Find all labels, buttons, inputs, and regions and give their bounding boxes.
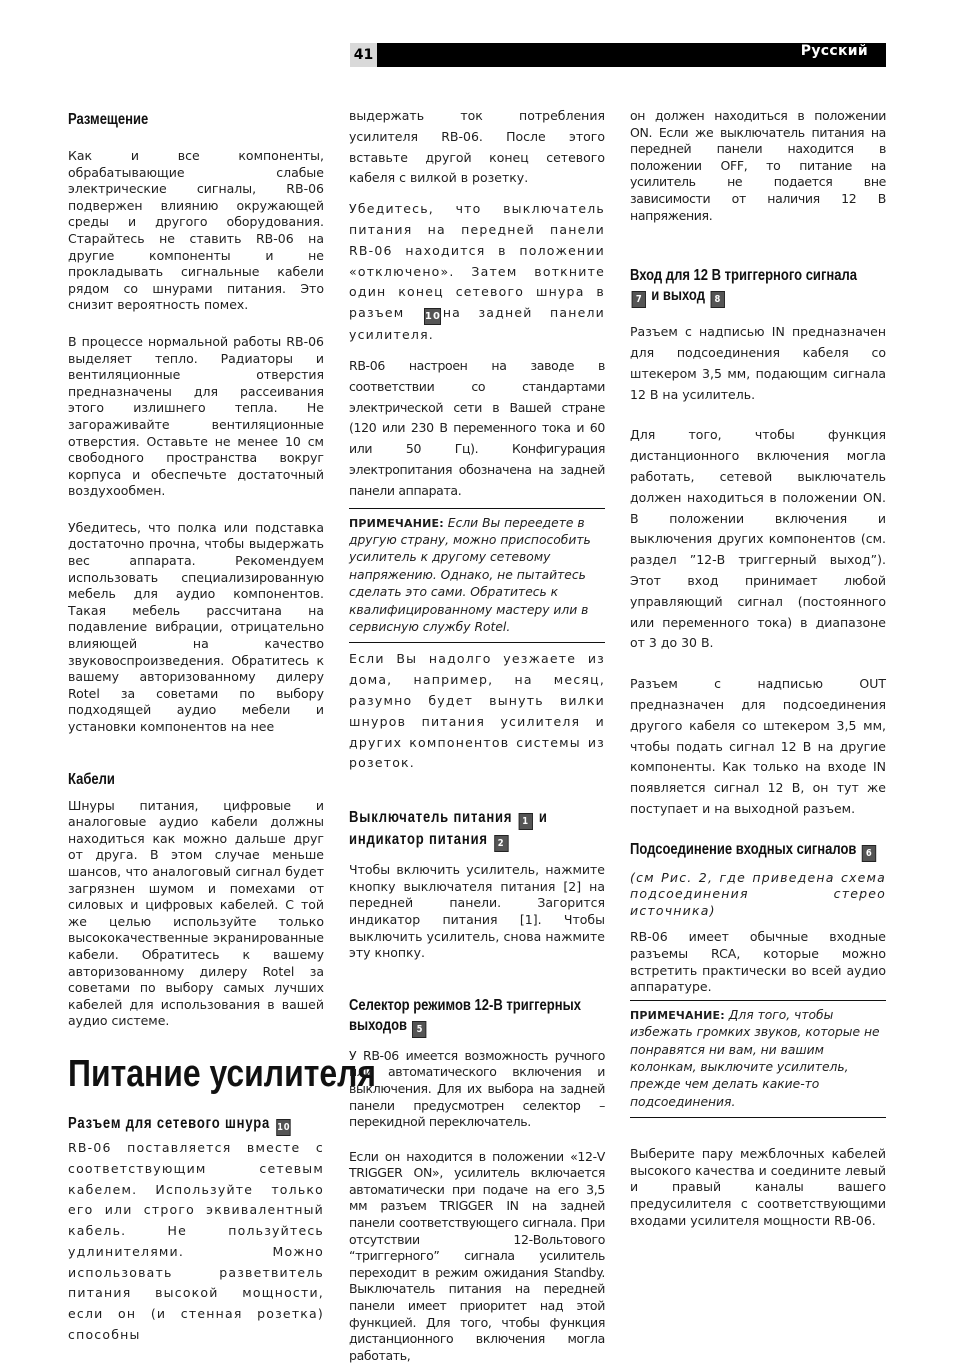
paragraph: В процессе нормальной работы RB-06 выделяет тепло. Радиаторы и вентиляционные отверстия предназначены для рассеивания этого излишнего тепла. Не загораживайте вентиляционные отверстия. Оставьте не менее 10 см свободного пространства вокруг корпуса и обеспечьте достаточный воздухообмен. [68,333,324,499]
heading-placement: Размещение [68,111,149,128]
paragraph: Если Вы надолго уезжаете из дома, например, на месяц, разумно будет вынуть вилки шнуров питания усилителя и других компонентов системы из розеток. [349,651,605,771]
column-left [68,100,377,1346]
reference-number-icon: 5 [412,1021,426,1038]
reference-number-icon: 2 [494,835,508,852]
heading-trigger-output: 7 и выход 8 [630,286,845,308]
note-box [630,1000,886,1118]
reference-number-icon: 8 [710,291,724,308]
paragraph: RB-06 имеет обычные входные разъемы RCA, которые можно встретить практически во всей аудио аппаратуре. [630,929,886,995]
paragraph: выдержать ток потребления усилителя RB-06. После этого вставьте другой конец сетевого кабеля с вилкой в розетку. [349,108,605,186]
paragraph: У RB-06 имеется возможность ручного или автоматического включения и выключения. Для их выбора на задней панели предусмотрен селектор – перекидной переключатель. [349,1047,605,1130]
paragraph: (см Рис. 2, где приведена схема подсоединения стерео источника) [630,869,886,918]
note-text: ПРИМЕЧАНИЕ: Если Вы переедете в другую страну, можно приспособить усилитель к другому сетевому напряжению. Однако, не пытайтесь сделать это сами. Обратитесь к квалифицированному мастеру или в сервисную службу Rotel. [349,515,591,634]
heading-cables: Кабели [68,770,115,788]
paragraph: он должен находиться в положении ON. Если же выключатель питания на передней панели находится в положении OFF, то питание на усилитель не подается вне зависимости от наличия 12 В напряжения. [630,108,886,223]
page-number: 41 [350,43,377,67]
heading-power-section: Питание усилителя [68,1052,377,1095]
column-right [630,100,886,1229]
note-box [349,508,605,644]
reference-number-icon: 1 [518,813,532,830]
paragraph: Выберите пару межблочных кабелей высокого качества и соедините левый и правый каналы вашего предусилителя с соответствующими входами усилителя мощности RB-06. [630,1146,886,1228]
paragraph: Как и все компоненты, обрабатывающие слабые электрические сигналы, RB-06 подвержен влиянию окружающей среды и другого оборудования. Старайтесь не ставить RB-06 на другие компоненты и не прокладывать сигнальные кабели рядом со шнурами питания. Это снизит вероятность помех. [68,148,324,313]
heading-trigger-selector: Селектор режимов 12-В триггерных [349,996,581,1014]
heading-power-switch: Выключатель питания 1 и [349,808,564,830]
paragraph: Если он находится в положении «12-V TRIGGER ON», усилитель включается автоматически при подаче на его 3,5 мм разъем TRIGGER IN на задней панели соответствующего сигнала. При отсутствии 12-Вольтового “триггерного” сигнала усилитель переходит в режим ожидания Standby. Выключатель питания на передней панели имеет приоритет над этой функцией. Для того, чтобы функция дистанционного включения могла работать, [349,1148,605,1363]
paragraph: Разъем с надписью OUT предназначен для подсоединения другого кабеля со штекером 3,5 мм, чтобы подать сигнал 12 В на другие компоненты. Как только на входе IN появляется сигнал 12 В, он тут же поступает и на выходной разъем. [630,676,886,816]
heading-power-socket: Разъем для сетевого шнура 10 [68,1114,283,1136]
reference-number-icon: 10 [424,308,441,325]
paragraph: Убедитесь, что полка или подставка достаточно прочна, чтобы выдержать вес аппарата. Рекомендуем использовать специализированную мебель для аудио компонентов. Такая мебель рассчитана на подавление вибрации, отрицательно влияющей на качество звуковоспроизведения. Обратитесь к вашему авторизованному дилеру Rotel за советами по выбору подходящей аудио мебели и установки компонентов на нее [68,519,324,734]
page-header-bar [350,43,886,67]
note-label: ПРИМЕЧАНИЕ: [630,1008,725,1022]
reference-number-icon: 10 [276,1119,290,1136]
paragraph: Для того, чтобы функция дистанционного включения могла работать, сетевой выключатель должен находиться в положении ON. В положении включения и выключения других компонентов (см. раздел ”12-В триггерный выход”). Этот вход принимает любой управляющий сигнал (постоянного или переменного тока) в диапазоне от 3 до 30 В. [630,427,886,651]
reference-number-icon: 7 [632,291,646,308]
paragraph: Разъем с надписью IN предназначен для подсоединения кабеля со штекером 3,5 мм, подающим сигнала 12 В на усилитель. [630,324,886,402]
heading-trigger-selector-2: выходов 5 [349,1016,564,1038]
heading-trigger-input: Вход для 12 В триггерного сигнала [630,267,857,285]
language-label: Русский [800,43,868,59]
column-middle [349,100,605,1364]
heading-power-indicator: индикатор питания 2 [349,830,564,852]
reference-number-icon: 6 [862,845,876,862]
note-label: ПРИМЕЧАНИЕ: [349,516,444,530]
paragraph: Шнуры питания, цифровые и аналоговые аудио кабели должны находиться как можно дальше друг от друга. В этом случае меньше шансов, что аналоговый сигнал будет загрязнен шумом и помехами от силовых и цифровых кабелей. С той же целью используйте только высококачественные экранированные кабели. Обратитесь к вашему авторизованному дилеру Rotel за советами по выбору самых лучших кабелей для использования в вашей аудио системе. [68,797,324,1029]
paragraph: Чтобы включить усилитель, нажмите кнопку выключателя питания [2] на передней панели. Загорится индикатор питания [1]. Чтобы выключить усилитель, снова нажмите эту кнопку. [349,862,605,961]
heading-input-connections: Подсоединение входных сигналов 6 [630,840,845,862]
note-text: ПРИМЕЧАНИЕ: Для того, чтобы избежать громких звуков, которые не понравятся ни вам, ни вашим колонкам, выключите усилитель, прежде чем делать какие-то подсоединения. [630,1007,880,1109]
paragraph: RB-06 поставляется вместе с соответствующим сетевым кабелем. Используйте только его или строго эквивалентный кабель. Не пользуйтесь удлинителями. Можно использовать разветвитель питания высокой мощности, если он (и стенная розетка) способны [68,1139,324,1343]
paragraph: RB-06 настроен на заводе в соответствии со стандартами электрической сети в Вашей стране (120 или 230 В переменного тока и 60 или 50 Гц). Конфигурация электропитания обозначена на задней панели аппарата. [349,357,605,498]
paragraph: Убедитесь, что выключатель питания на передней панели RB-06 находится в положении «отключено». Затем воткните один конец сетевого шнура в разъем 10 на задней панели усилителя. [349,201,605,343]
